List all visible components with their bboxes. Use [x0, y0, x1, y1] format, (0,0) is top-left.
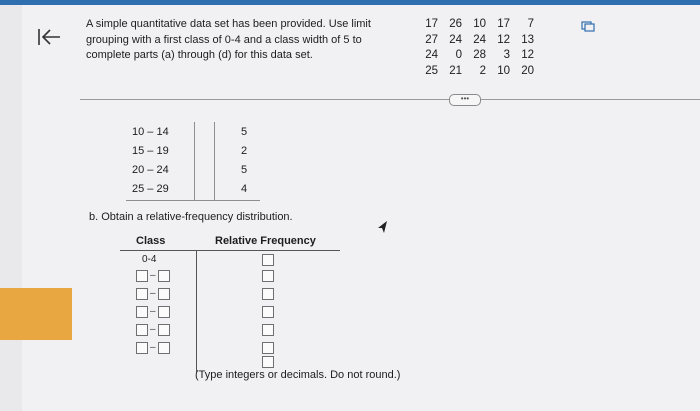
class-lower-limit-input[interactable] — [136, 288, 148, 300]
data-cell: 2 — [479, 64, 486, 77]
relative-frequency-input[interactable] — [262, 288, 274, 300]
data-row — [418, 64, 538, 80]
data-cell: 26 — [449, 18, 462, 30]
class-upper-limit-input[interactable] — [158, 288, 170, 300]
data-cell: 24 — [425, 49, 438, 61]
relative-frequency-input[interactable] — [262, 324, 274, 336]
class-cell: 25 – 29 — [132, 183, 169, 195]
class-dash: – — [150, 288, 156, 299]
problem-statement — [86, 17, 396, 64]
mouse-cursor-icon — [375, 220, 389, 234]
data-cell: 20 — [521, 64, 534, 77]
data-cell: 25 — [425, 64, 438, 77]
class-cell: 10 – 14 — [132, 126, 169, 138]
class-dash: – — [150, 270, 156, 281]
data-cell: 12 — [521, 49, 534, 61]
data-cell: 17 — [425, 18, 438, 30]
class-upper-limit-input[interactable] — [158, 306, 170, 318]
back-arrow-icon[interactable] — [36, 26, 62, 48]
expand-button[interactable]: ••• — [449, 94, 481, 106]
data-cell: 27 — [425, 33, 438, 46]
class-dash: – — [150, 306, 156, 317]
relative-frequency-input[interactable] — [262, 254, 274, 266]
part-b-prompt: b. Obtain a relative-frequency distribution. — [89, 211, 293, 223]
first-class-label: 0-4 — [142, 254, 157, 265]
class-upper-limit-input[interactable] — [158, 270, 170, 282]
column-divider — [196, 250, 197, 372]
class-lower-limit-input[interactable] — [136, 270, 148, 282]
data-cell: 0 — [455, 49, 462, 61]
frequency-cell: 5 — [240, 164, 248, 176]
class-lower-limit-input[interactable] — [136, 324, 148, 336]
class-dash: – — [150, 342, 156, 353]
table-divider — [214, 122, 215, 200]
data-row — [418, 33, 538, 49]
data-cell: 28 — [473, 49, 486, 61]
section-divider — [80, 99, 700, 100]
data-cell: 21 — [449, 64, 462, 77]
data-cell: 24 — [473, 33, 486, 46]
frequency-cell: 4 — [240, 183, 248, 195]
header-rule — [120, 250, 340, 251]
data-cell: 12 — [497, 33, 510, 46]
problem-line: complete parts (a) through (d) for this data set. — [86, 49, 313, 61]
copy-icon[interactable] — [581, 20, 595, 32]
frequency-cell: 5 — [240, 126, 248, 138]
problem-line: A simple quantitative data set has been provided. Use limit — [86, 18, 371, 30]
data-set-table — [418, 17, 538, 79]
class-cell: 20 – 24 — [132, 164, 169, 176]
relative-frequency-input[interactable] — [262, 306, 274, 318]
class-lower-limit-input[interactable] — [136, 306, 148, 318]
class-dash: – — [150, 324, 156, 335]
table-divider — [194, 122, 195, 200]
data-row — [418, 48, 538, 64]
data-cell: 10 — [497, 64, 510, 77]
problem-line: grouping with a first class of 0-4 and a class width of 5 to — [86, 33, 362, 46]
relative-frequency-input[interactable] — [262, 342, 274, 354]
class-upper-limit-input[interactable] — [158, 324, 170, 336]
data-row — [418, 17, 538, 33]
data-cell: 10 — [473, 18, 486, 30]
data-cell: 3 — [503, 49, 510, 61]
class-upper-limit-input[interactable] — [158, 342, 170, 354]
relative-frequency-input[interactable] — [262, 270, 274, 282]
relative-frequency-column-header: Relative Frequency — [215, 235, 316, 247]
class-cell: 15 – 19 — [132, 145, 169, 157]
table-bottom-border — [126, 200, 260, 201]
data-cell: 17 — [497, 18, 510, 30]
class-column-header: Class — [136, 235, 166, 247]
input-hint: (Type integers or decimals. Do not round.) — [195, 369, 401, 381]
relative-frequency-input[interactable] — [262, 356, 274, 368]
data-cell: 13 — [521, 33, 534, 46]
class-lower-limit-input[interactable] — [136, 342, 148, 354]
data-cell: 24 — [449, 33, 462, 46]
frequency-cell: 2 — [240, 145, 248, 157]
relative-frequency-table — [120, 232, 340, 372]
data-cell: 7 — [527, 18, 534, 30]
side-highlight — [0, 288, 72, 340]
